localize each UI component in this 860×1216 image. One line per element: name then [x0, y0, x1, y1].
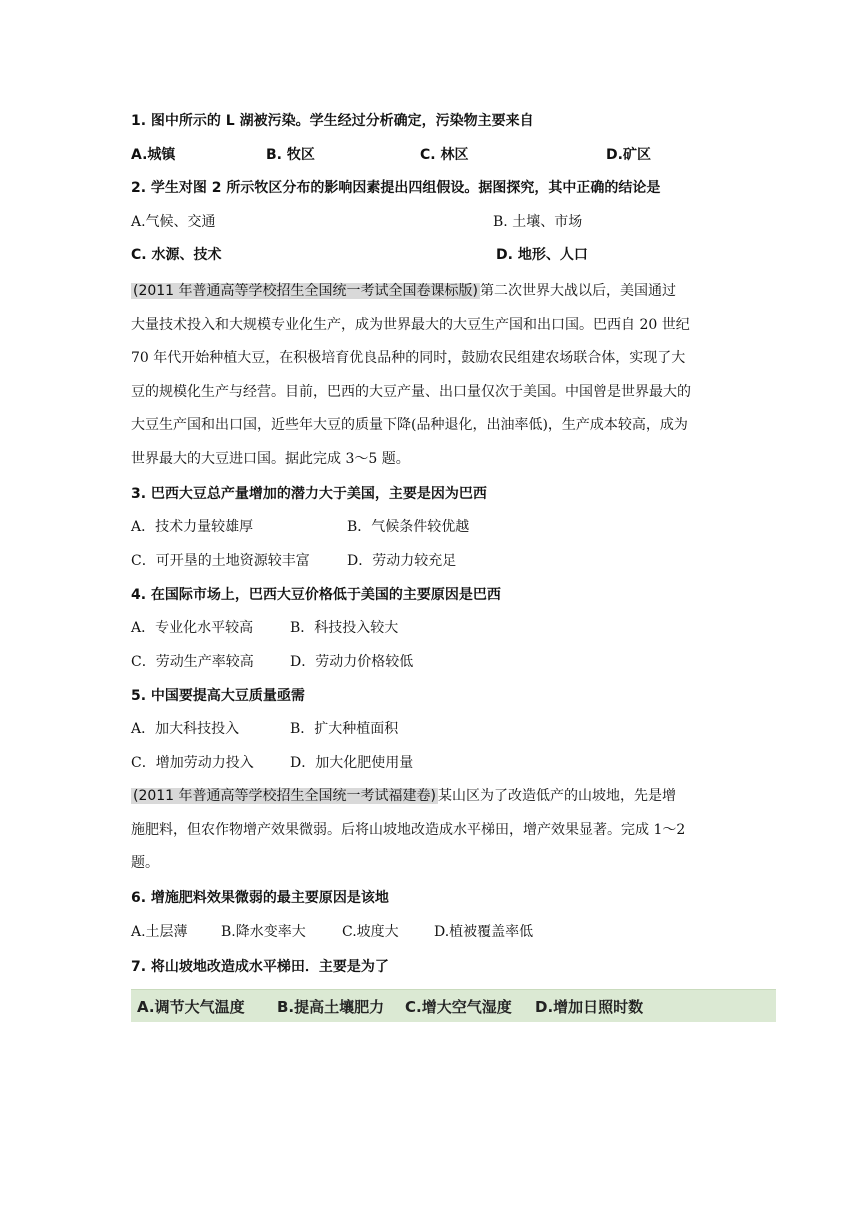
question-7-options-band [131, 989, 776, 1022]
question-3-option-a: A．技术力量较雄厚 [131, 519, 254, 535]
question-3-stem: 3. 巴西大豆总产量增加的潜力大于美国，主要是因为巴西 [131, 486, 487, 502]
question-4-option-c: C．劳动生产率较高 [131, 654, 254, 670]
question-3-option-b: B．气候条件较优越 [347, 519, 470, 535]
question-6-option-b: B.降水变率大 [221, 924, 306, 940]
question-6-option-c: C.坡度大 [342, 924, 399, 940]
passage-2-line-1: (2011 年普通高等学校招生全国统一考试福建卷) 某山区为了改造低产的山坡地，先是增 [133, 788, 677, 804]
question-2-option-a: A.气候、交通 [131, 214, 216, 230]
question-5-option-b: B．扩大种植面积 [290, 721, 399, 737]
passage-1-source: (2011 年普通高等学校招生全国统一考试全国卷课标版) [133, 283, 479, 299]
question-6-stem: 6. 增施肥料效果微弱的最主要原因是该地 [131, 890, 389, 906]
passage-1-line-3: 70 年代开始种植大豆，在积极培育优良品种的同时，鼓励农民组建农场联合体，实现了大 [131, 350, 686, 366]
question-1-option-c: C. 林区 [420, 147, 469, 163]
question-5-option-c: C．增加劳动力投入 [131, 755, 254, 771]
question-3-option-d: D．劳动力较充足 [347, 553, 457, 569]
question-5-option-d: D．加大化肥使用量 [290, 755, 414, 771]
question-7-option-d: D.增加日照时数 [535, 998, 644, 1016]
question-7-stem: 7. 将山坡地改造成水平梯田．主要是为了 [131, 959, 389, 975]
question-6-option-a: A.土层薄 [131, 924, 188, 940]
question-1-option-d: D.矿区 [606, 147, 651, 163]
question-7-option-a: A.调节大气温度 [137, 998, 245, 1016]
question-2-option-b: B. 土壤、市场 [493, 214, 583, 230]
passage-2-source: (2011 年普通高等学校招生全国统一考试福建卷) [133, 788, 437, 804]
passage-1-line-1: (2011 年普通高等学校招生全国统一考试全国卷课标版) 第二次世界大战以后，美国通过 [133, 283, 677, 299]
passage-1-line-4: 豆的规模化生产与经营。目前，巴西的大豆产量、出口量仅次于美国。中国曾是世界最大的 [131, 383, 691, 400]
question-3-option-c: C．可开垦的土地资源较丰富 [131, 553, 310, 569]
question-6-option-d: D.植被覆盖率低 [434, 924, 534, 940]
question-2-option-d: D. 地形、人口 [496, 247, 588, 263]
question-2-stem: 2. 学生对图 2 所示牧区分布的影响因素提出四组假设。据图探究，其中正确的结论是 [131, 180, 661, 196]
question-7-option-c: C.增大空气湿度 [405, 998, 512, 1016]
question-1-stem: 1. 图中所示的 L 湖被污染。学生经过分析确定，污染物主要来自 [131, 113, 534, 129]
passage-1-line-2: 大量技术投入和大规模专业化生产，成为世界最大的大豆生产国和出口国。巴西自 20 世纪 [131, 316, 690, 333]
question-4-option-a: A．专业化水平较高 [131, 620, 254, 636]
question-5-stem: 5. 中国要提高大豆质量亟需 [131, 688, 305, 704]
question-1-option-b: B. 牧区 [266, 147, 315, 163]
question-1-option-a: A.城镇 [131, 147, 176, 163]
question-5-option-a: A．加大科技投入 [131, 721, 240, 737]
question-4-option-b: B．科技投入较大 [290, 620, 399, 636]
question-4-option-d: D．劳动力价格较低 [290, 654, 414, 670]
passage-1 [131, 275, 731, 476]
question-4-stem: 4. 在国际市场上，巴西大豆价格低于美国的主要原因是巴西 [131, 587, 501, 603]
question-7-option-b: B.提高土壤肥力 [277, 998, 385, 1016]
passage-2 [131, 780, 731, 881]
passage-1-line-5: 大豆生产国和出口国，近些年大豆的质量下降(品种退化，出油率低)，生产成本较高，成为 [131, 417, 688, 433]
passage-2-line-3: 题。 [131, 855, 159, 871]
passage-2-line-2: 施肥料，但农作物增产效果微弱。后将山坡地改造成水平梯田，增产效果显著。完成 1～2 [131, 821, 686, 838]
question-2-option-c: C. 水源、技术 [131, 247, 222, 263]
passage-1-line-6: 世界最大的大豆进口国。据此完成 3～5 题。 [131, 450, 410, 467]
